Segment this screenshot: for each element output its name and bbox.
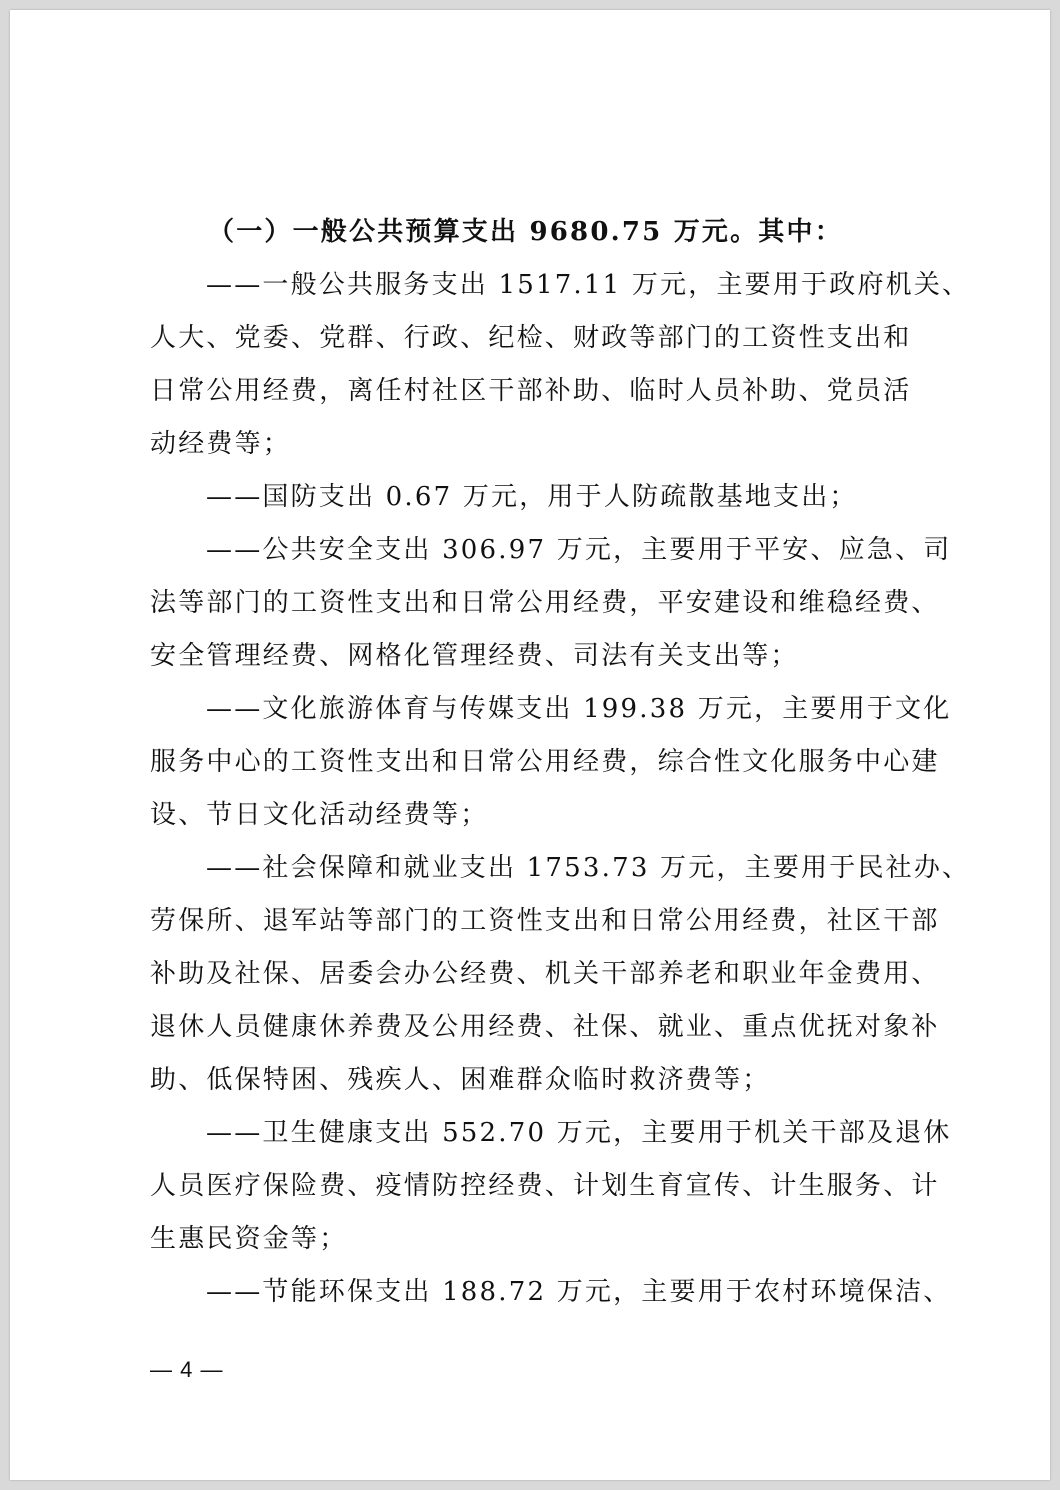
paragraph-line: 劳保所、退军站等部门的工资性支出和日常公用经费，社区干部 bbox=[150, 906, 940, 936]
document-page bbox=[10, 10, 1050, 1480]
paragraph-line: ——一般公共服务支出 1517.11 万元，主要用于政府机关、 bbox=[206, 270, 971, 300]
paragraph-line: 助、低保特困、残疾人、困难群众临时救济费等； bbox=[150, 1065, 771, 1095]
paragraph-line: ——节能环保支出 188.72 万元，主要用于农村环境保洁、 bbox=[206, 1277, 952, 1307]
paragraph-line: 人员医疗保险费、疫情防控经费、计划生育宣传、计生服务、计 bbox=[150, 1171, 940, 1201]
document-body bbox=[150, 206, 971, 1319]
section-heading: （一）一般公共预算支出 9680.75 万元。其中： bbox=[208, 217, 843, 247]
page-number: — 4 — bbox=[150, 1357, 224, 1382]
paragraph-line: 法等部门的工资性支出和日常公用经费，平安建设和维稳经费、 bbox=[150, 588, 940, 618]
paragraph-line: 补助及社保、居委会办公经费、机关干部养老和职业年金费用、 bbox=[150, 959, 940, 989]
paragraph-line: ——卫生健康支出 552.70 万元，主要用于机关干部及退休 bbox=[206, 1118, 952, 1148]
paragraph-line: 退休人员健康休养费及公用经费、社保、就业、重点优抚对象补 bbox=[150, 1012, 940, 1042]
paragraph-line: 生惠民资金等； bbox=[150, 1224, 348, 1254]
paragraph-line: 设、节日文化活动经费等； bbox=[150, 800, 489, 830]
paragraph-line: ——社会保障和就业支出 1753.73 万元，主要用于民社办、 bbox=[206, 853, 971, 883]
paragraph-line: 动经费等； bbox=[150, 429, 292, 459]
paragraph-line: ——文化旅游体育与传媒支出 199.38 万元，主要用于文化 bbox=[206, 694, 952, 724]
paragraph-line: 人大、党委、党群、行政、纪检、财政等部门的工资性支出和 bbox=[150, 323, 912, 353]
paragraph-line: 服务中心的工资性支出和日常公用经费，综合性文化服务中心建 bbox=[150, 747, 940, 777]
paragraph-line: ——公共安全支出 306.97 万元，主要用于平安、应急、司 bbox=[206, 535, 952, 565]
paragraph-line: 日常公用经费，离任村社区干部补助、临时人员补助、党员活 bbox=[150, 376, 912, 406]
paragraph-line: 安全管理经费、网格化管理经费、司法有关支出等； bbox=[150, 641, 799, 671]
paragraph-line: ——国防支出 0.67 万元，用于人防疏散基地支出； bbox=[206, 482, 858, 512]
